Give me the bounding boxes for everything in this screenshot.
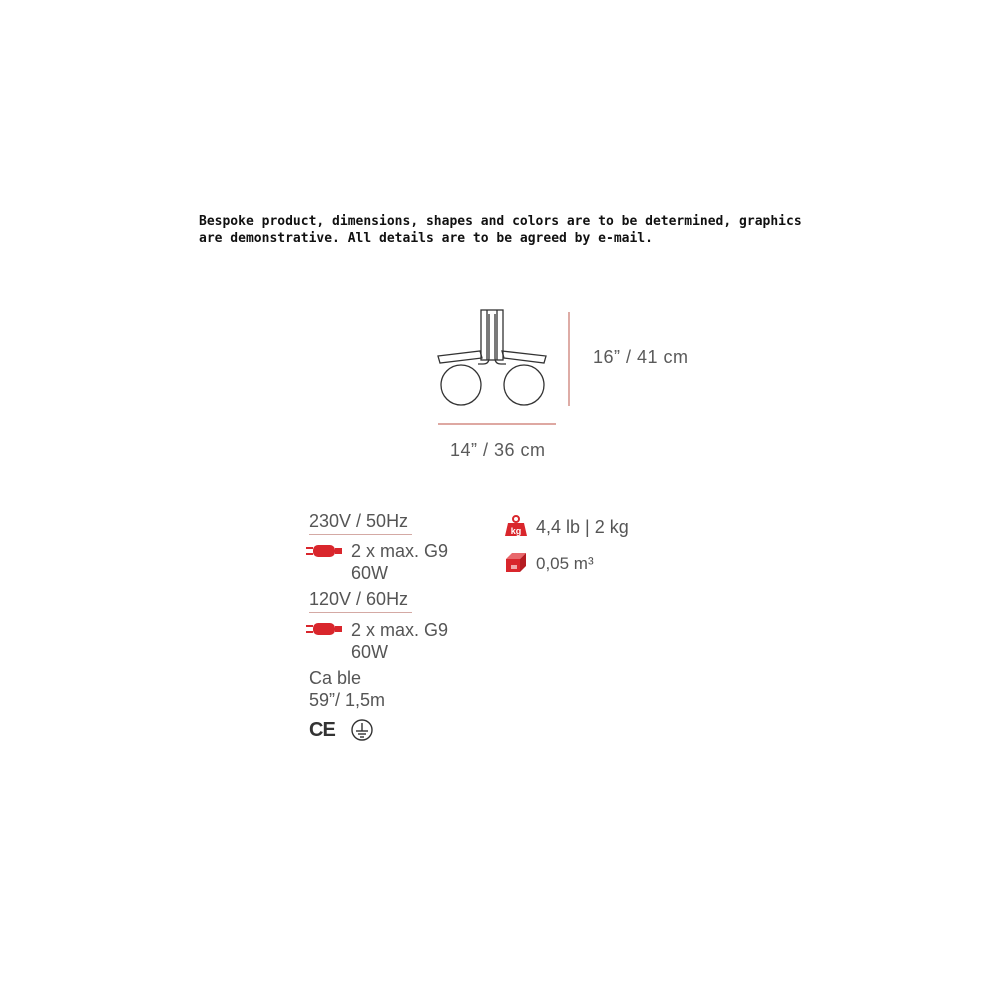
cable-label: Ca ble: [309, 668, 362, 688]
disclaimer-text: [199, 213, 819, 247]
disclaimer-line-1: Bespoke product, dimensions, shapes and colors are to be determined, graphics: [199, 214, 802, 229]
ce-mark: CE: [309, 719, 335, 741]
bulb-spec-120-line2: 60W: [351, 642, 389, 662]
box-icon: [504, 551, 528, 573]
voltage-120: 120V / 60Hz: [309, 589, 412, 613]
lamp-globe-left: [441, 365, 481, 405]
bulb-spec-120-line1: 2 x max. G9: [351, 620, 449, 640]
weight-value: 4,4 lb | 2 kg: [536, 517, 629, 537]
lamp-drawing: [420, 300, 590, 440]
volume-value: 0,05 m³: [536, 554, 594, 573]
plug-icon: [306, 543, 342, 559]
cable-length: 59”/ 1,5m: [309, 690, 386, 710]
height-dimension: 16” / 41 cm: [593, 347, 689, 367]
ground-icon: [351, 719, 373, 741]
lamp-arm-left: [438, 351, 482, 363]
wall-plate: [481, 310, 503, 360]
weight-icon-label: kg: [510, 526, 522, 536]
bulb-spec-230-line2: 60W: [351, 563, 389, 583]
width-dimension: 14” / 36 cm: [450, 440, 546, 460]
lamp-globe-right: [504, 365, 544, 405]
disclaimer-line-2: are demonstrative. All details are to be agreed by e-mail.: [199, 231, 653, 246]
voltage-230: 230V / 50Hz: [309, 511, 412, 535]
lamp-arm-right: [502, 351, 546, 363]
weight-icon: [504, 515, 528, 537]
bulb-spec-230-line1: 2 x max. G9: [351, 541, 449, 561]
plug-icon: [306, 621, 342, 637]
